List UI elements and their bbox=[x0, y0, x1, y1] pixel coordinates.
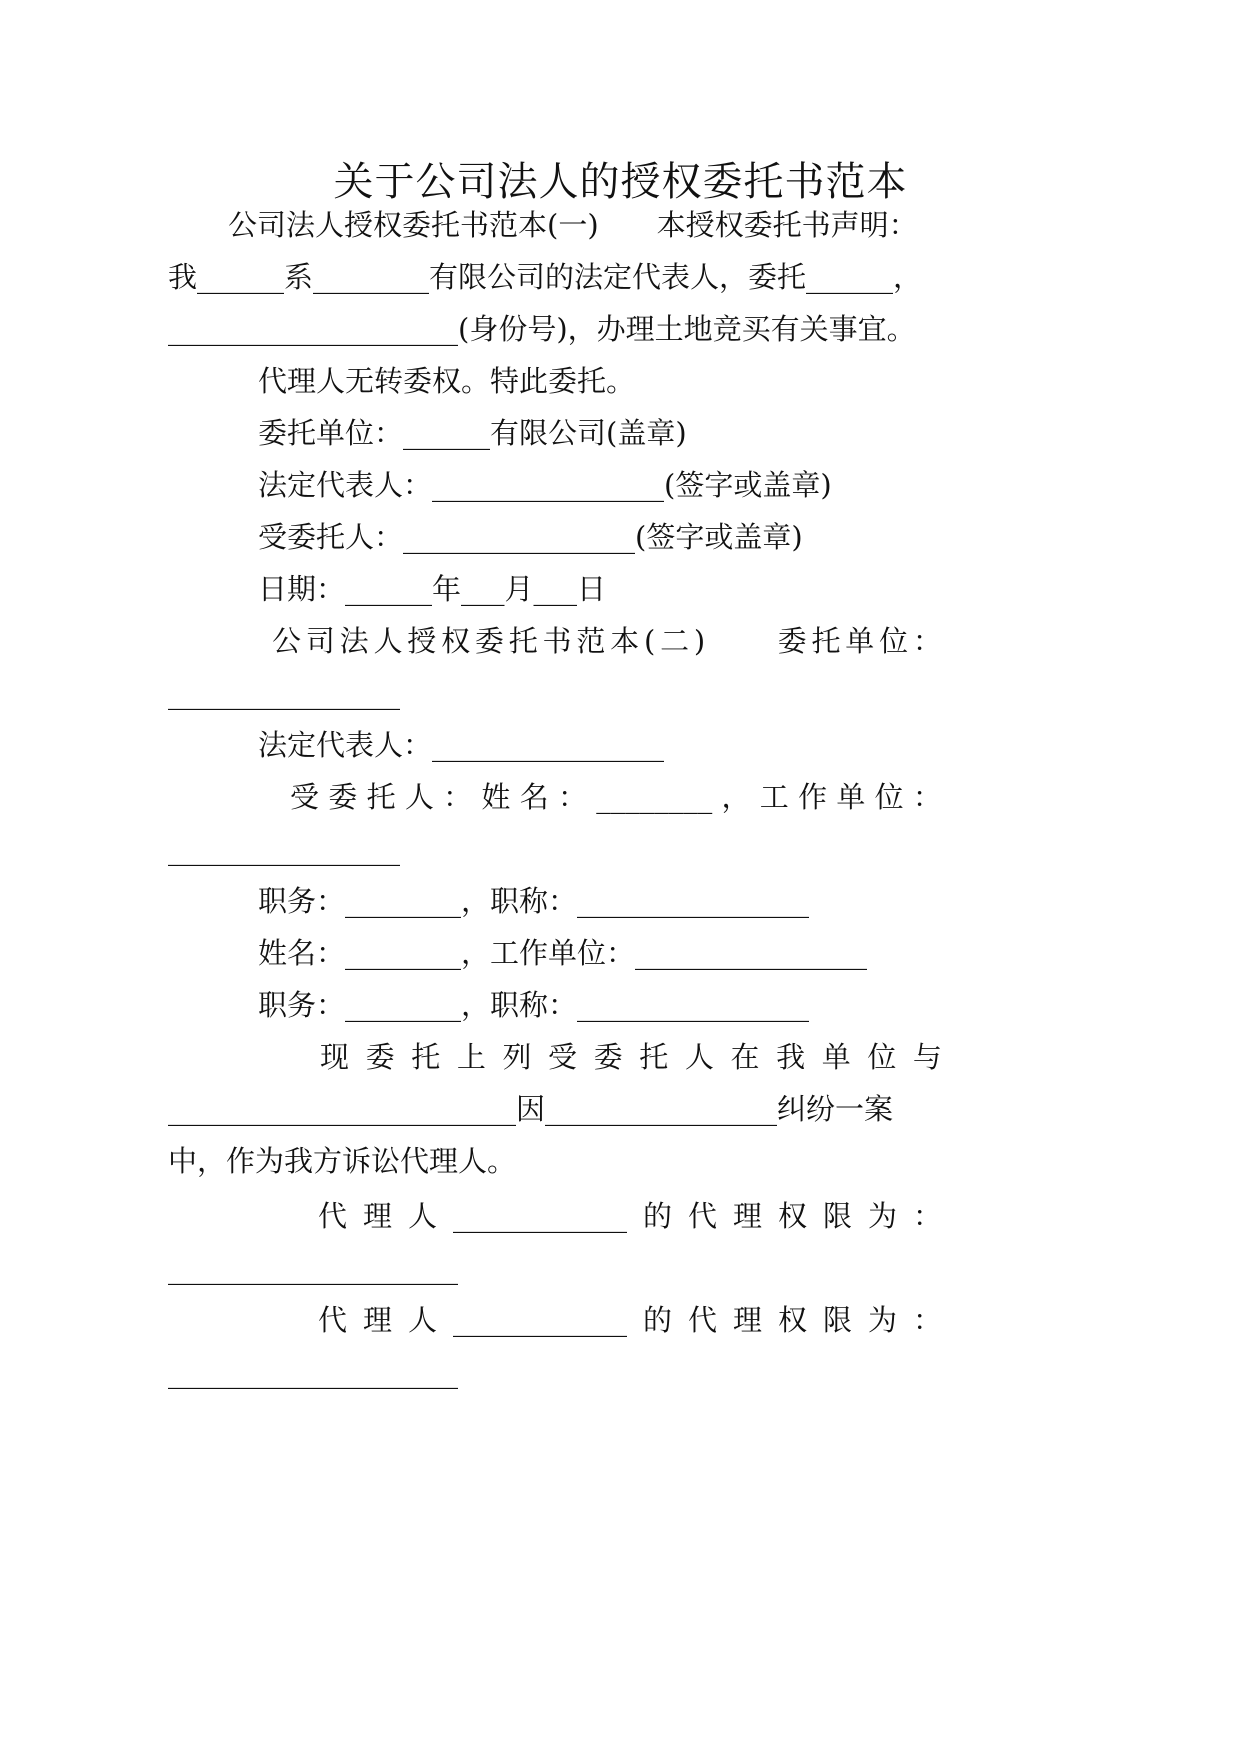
trustee-name-line bbox=[290, 777, 942, 817]
glyph: 委 bbox=[474, 624, 504, 658]
glyph: ____________ bbox=[453, 1303, 627, 1337]
glyph: 人 bbox=[684, 1040, 714, 1074]
name-work-unit-line: 姓名：________，工作单位：________________ bbox=[258, 936, 868, 970]
glyph: ( bbox=[643, 624, 656, 658]
glyph: 公 bbox=[272, 624, 302, 658]
glyph: 权 bbox=[777, 1199, 807, 1233]
dispute-line: ________________________因________________纠纷一案 bbox=[168, 1092, 894, 1126]
glyph: ： bbox=[443, 780, 473, 814]
glyph: 限 bbox=[822, 1199, 852, 1233]
trustee-line: 受委托人：________________(签字或盖章) bbox=[258, 520, 803, 554]
glyph: 位 bbox=[874, 780, 904, 814]
glyph: ： bbox=[912, 624, 942, 658]
paragraph-line-1: 公司法人授权委托书范本(一) 本授权委托书声明： bbox=[228, 208, 918, 242]
agent-authority-line-2 bbox=[318, 1300, 942, 1340]
glyph: 范 bbox=[576, 624, 606, 658]
glyph: 托 bbox=[639, 1040, 669, 1074]
glyph bbox=[744, 621, 773, 661]
glyph: 单 bbox=[836, 780, 866, 814]
glyph: 人 bbox=[404, 780, 434, 814]
paragraph-line-3: ____________________(身份号)，办理土地竞买有关事宜。 bbox=[168, 312, 916, 346]
glyph: ________ bbox=[596, 780, 713, 814]
glyph: 的 bbox=[642, 1199, 672, 1233]
glyph: 为 bbox=[867, 1199, 897, 1233]
glyph: 委 bbox=[365, 1040, 395, 1074]
glyph: 二 bbox=[660, 624, 690, 658]
blank-line: ____________________ bbox=[168, 1355, 458, 1389]
blank-line: ________________ bbox=[168, 676, 400, 710]
glyph: 人 bbox=[408, 1199, 438, 1233]
glyph: 委 bbox=[328, 780, 358, 814]
glyph: 工 bbox=[759, 780, 789, 814]
glyph: 列 bbox=[502, 1040, 532, 1074]
glyph: 人 bbox=[373, 624, 403, 658]
glyph: ： bbox=[912, 1199, 942, 1233]
glyph: 托 bbox=[366, 780, 396, 814]
blank-line: ________________ bbox=[168, 832, 400, 866]
glyph: 本 bbox=[610, 624, 640, 658]
legal-representative-line: 法定代表人：________________(签字或盖章) bbox=[258, 468, 832, 502]
glyph: ， bbox=[721, 780, 751, 814]
date-line: 日期：______年___月___日 bbox=[258, 572, 607, 606]
glyph: 权 bbox=[441, 624, 471, 658]
glyph: 名 bbox=[519, 780, 549, 814]
glyph: 姓 bbox=[481, 780, 511, 814]
entrusting-unit-line: 委托单位：______有限公司(盖章) bbox=[258, 416, 687, 450]
blank-line: ____________________ bbox=[168, 1251, 458, 1285]
glyph: 与 bbox=[912, 1040, 942, 1074]
glyph: 作 bbox=[798, 780, 828, 814]
glyph: 代 bbox=[318, 1199, 348, 1233]
template-two-heading bbox=[272, 621, 942, 661]
glyph: 在 bbox=[730, 1040, 760, 1074]
paragraph-line-4: 代理人无转委权。特此委托。 bbox=[258, 364, 636, 398]
glyph: 代 bbox=[687, 1303, 717, 1337]
glyph: 理 bbox=[732, 1303, 762, 1337]
glyph: 托 bbox=[411, 1040, 441, 1074]
glyph: 托 bbox=[508, 624, 538, 658]
legal-representative-line-2: 法定代表人：________________ bbox=[258, 728, 665, 762]
glyph: 代 bbox=[318, 1303, 348, 1337]
paragraph-line-2: 我______系________有限公司的法定代表人，委托______， bbox=[168, 260, 923, 294]
glyph: 现 bbox=[320, 1040, 350, 1074]
glyph: 限 bbox=[822, 1303, 852, 1337]
glyph: 单 bbox=[821, 1040, 851, 1074]
agent-authority-line-1 bbox=[318, 1196, 942, 1236]
glyph: 受 bbox=[290, 780, 320, 814]
glyph: 人 bbox=[408, 1303, 438, 1337]
glyph: 权 bbox=[777, 1303, 807, 1337]
glyph: 我 bbox=[776, 1040, 806, 1074]
glyph: 法 bbox=[339, 624, 369, 658]
glyph: 的 bbox=[642, 1303, 672, 1337]
glyph: 代 bbox=[687, 1199, 717, 1233]
glyph: 理 bbox=[363, 1303, 393, 1337]
glyph: 理 bbox=[363, 1199, 393, 1233]
entrust-statement-line bbox=[320, 1037, 942, 1077]
glyph: 书 bbox=[542, 624, 572, 658]
glyph: 托 bbox=[811, 624, 841, 658]
litigation-agent-line: 中，作为我方诉讼代理人。 bbox=[168, 1144, 517, 1178]
glyph: 位 bbox=[879, 624, 909, 658]
glyph: ： bbox=[557, 780, 587, 814]
glyph: 受 bbox=[548, 1040, 578, 1074]
glyph: 委 bbox=[593, 1040, 623, 1074]
document-title: 关于公司法人的授权委托书范本 bbox=[333, 159, 908, 205]
glyph: ____________ bbox=[453, 1199, 627, 1233]
glyph: ： bbox=[912, 780, 942, 814]
glyph: 委 bbox=[777, 624, 807, 658]
glyph: 为 bbox=[867, 1303, 897, 1337]
glyph: 单 bbox=[845, 624, 875, 658]
glyph: 位 bbox=[867, 1040, 897, 1074]
glyph: 理 bbox=[732, 1199, 762, 1233]
glyph: 授 bbox=[407, 624, 437, 658]
position-title-line-2: 职务：________，职称：________________ bbox=[258, 988, 810, 1022]
glyph bbox=[710, 621, 739, 661]
glyph: ： bbox=[912, 1303, 942, 1337]
glyph: 上 bbox=[456, 1040, 486, 1074]
glyph: 司 bbox=[305, 624, 335, 658]
glyph: ) bbox=[693, 624, 706, 658]
position-title-line-1: 职务：________，职称：________________ bbox=[258, 884, 810, 918]
